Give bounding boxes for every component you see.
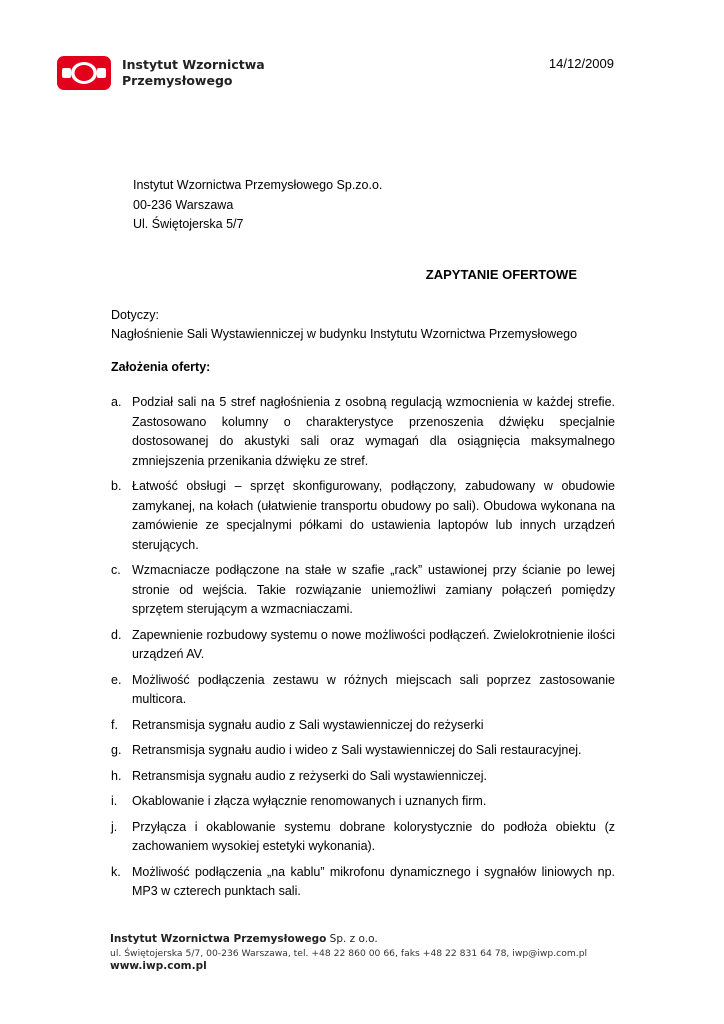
item-letter: d.	[111, 627, 122, 642]
item-text: Możliwość podłączenia „na kablu” mikrofonu dynamicznego i sygnałów liniowych np. MP3 w czterech punktach sali.	[132, 864, 615, 898]
item-text: Przyłącza i okablowanie systemu dobrane kolorystycznie do podłoża obiektu (z zachowaniem wysokiej estetyki wykonania).	[132, 819, 615, 853]
institute-logo	[57, 56, 265, 90]
item-text: Wzmacniacze podłączone na stałe w szafie „rack” ustawionej przy ścianie po lewej stronie od wejścia. Takie rozwiązanie uniemożliwi zamiany połączeń pomiędzy sprzętem sterującym a wzmacniaczami.	[132, 563, 615, 616]
item-text: Retransmisja sygnału audio i wideo z Sali wystawienniczej do Sali restauracyjnej.	[132, 743, 582, 757]
footer-website: www.iwp.com.pl	[110, 960, 207, 972]
list-item	[111, 671, 615, 710]
subject-block	[111, 306, 577, 344]
list-item	[111, 716, 615, 736]
item-letter: g.	[111, 743, 122, 757]
item-letter: j.	[111, 819, 118, 834]
footer-company-suffix: Sp. z o.o.	[326, 933, 378, 945]
logo-wordmark	[122, 57, 265, 89]
list-item	[111, 741, 615, 761]
iwp-logo-icon	[57, 56, 111, 90]
item-letter: e.	[111, 672, 122, 687]
item-text: Retransmisja sygnału audio z Sali wystawienniczej do reżyserki	[132, 717, 484, 732]
logo-line-1: Instytut Wzornictwa	[122, 57, 265, 72]
list-item	[111, 863, 615, 902]
recipient-address	[133, 176, 382, 235]
list-item	[111, 561, 615, 620]
item-letter: a.	[111, 395, 122, 409]
list-item	[111, 477, 615, 555]
item-text: Retransmisja sygnału audio z reżyserki do Sali wystawienniczej.	[132, 768, 488, 783]
letterhead-footer	[110, 933, 587, 974]
address-line: 00-236 Warszawa	[133, 197, 234, 212]
footer-contact: ul. Świętojerska 5/7, 00-236 Warszawa, tel. +48 22 860 00 66, faks +48 22 831 64 78, iwp@iwp.com.pl	[110, 947, 588, 959]
logo-line-2: Przemysłowego	[122, 73, 233, 88]
item-text: Okablowanie i złącza wyłącznie renomowanych i uznanych firm.	[132, 794, 487, 808]
list-item	[111, 767, 615, 787]
item-letter: c.	[111, 563, 121, 577]
assumptions-list	[111, 393, 615, 908]
item-letter: b.	[111, 479, 122, 493]
list-item	[111, 626, 615, 665]
address-line: Instytut Wzornictwa Przemysłowego Sp.zo.o.	[133, 178, 383, 192]
subject-text: Nagłośnienie Sali Wystawienniczej w budynku Instytutu Wzornictwa Przemysłowego	[111, 327, 578, 341]
item-letter: k.	[111, 864, 121, 879]
address-line: Ul. Świętojerska 5/7	[133, 217, 244, 231]
subject-label: Dotyczy:	[111, 308, 159, 322]
item-text: Łatwość obsługi – sprzęt skonfigurowany, podłączony, zabudowany w obudowie zamykanej, na kołach (ułatwienie transportu obudowy po sali). Obudowa wykonana na zamówienie ze specjalnymi półkami do ustawienia laptopów lub innych urządzeń sterujących.	[132, 479, 615, 552]
item-letter: h.	[111, 768, 122, 783]
footer-company-line	[110, 933, 587, 947]
item-letter: i.	[111, 794, 118, 808]
footer-company: Instytut Wzornictwa Przemysłowego	[110, 933, 327, 945]
item-text: Możliwość podłączenia zestawu w różnych miejscach sali poprzez zastosowanie multicora.	[132, 672, 615, 706]
item-text: Zapewnienie rozbudowy systemu o nowe możliwości podłączeń. Zwielokrotnienie ilości urządzeń AV.	[132, 627, 615, 661]
list-item	[111, 818, 615, 857]
list-item	[111, 792, 615, 812]
document-title: ZAPYTANIE OFERTOWE	[425, 267, 577, 282]
document-date: 14/12/2009	[548, 56, 614, 71]
item-letter: f.	[111, 717, 118, 732]
list-item	[111, 393, 615, 471]
assumptions-heading: Założenia oferty:	[111, 360, 211, 374]
item-text: Podział sali na 5 stref nagłośnienia z osobną regulacją wzmocnienia w każdej strefie. Zastosowano kolumny o charakterystyce przenoszenia dźwięku specjalnie dostosowanej do akustyki sali oraz wymagań dla osiągnięcia maksymalnego zmniejszenia przenikania dźwięku ze stref.	[132, 395, 615, 468]
